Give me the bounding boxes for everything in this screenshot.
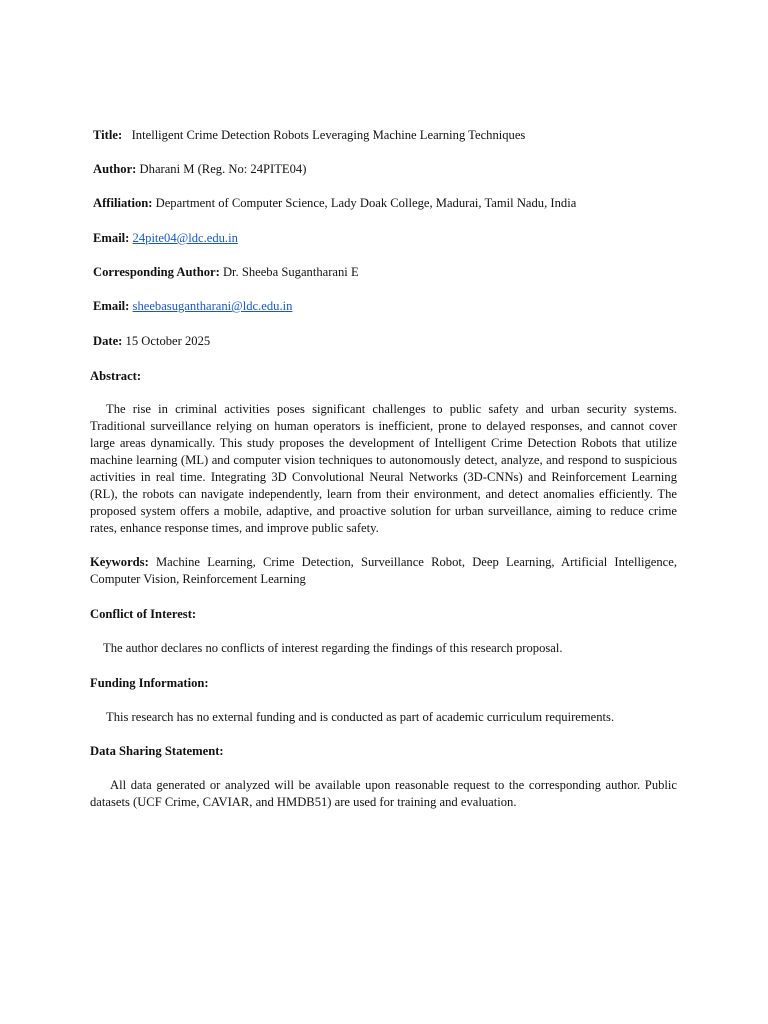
email-label: Email: bbox=[93, 231, 130, 245]
funding-heading: Funding Information: bbox=[90, 676, 209, 690]
corresponding-email-label: Email: bbox=[93, 299, 130, 313]
date-value: 15 October 2025 bbox=[125, 334, 211, 348]
data-sharing-text: All data generated or analyzed will be available upon reasonable request to the corresponding author. Public datasets (UCF Crime, CAVIAR, and HMDB51) are used for training and evaluation. bbox=[90, 778, 677, 809]
title-line bbox=[93, 127, 525, 143]
corresponding-author-line bbox=[93, 264, 359, 280]
title-label: Title: bbox=[93, 128, 123, 142]
author-line bbox=[93, 161, 306, 177]
author-label: Author: bbox=[93, 162, 137, 176]
keywords-paragraph bbox=[90, 554, 677, 588]
corresponding-email-link[interactable]: sheebasugantharani@ldc.edu.in bbox=[132, 299, 293, 313]
abstract-heading: Abstract: bbox=[90, 369, 142, 383]
author-name: Dharani M (Reg. No: 24PITE04) bbox=[139, 162, 307, 176]
conflict-text: The author declares no conflicts of interest regarding the findings of this research proposal. bbox=[103, 641, 563, 655]
affiliation-label: Affiliation: bbox=[93, 196, 153, 210]
conflict-heading: Conflict of Interest: bbox=[90, 607, 197, 621]
corresponding-email-line bbox=[93, 298, 292, 314]
data-sharing-heading: Data Sharing Statement: bbox=[90, 744, 224, 758]
corresponding-author-label: Corresponding Author: bbox=[93, 265, 220, 279]
keywords-label: Keywords: bbox=[90, 555, 149, 569]
paper-title: Intelligent Crime Detection Robots Leveraging Machine Learning Techniques bbox=[131, 128, 526, 142]
author-email-link[interactable]: 24pite04@ldc.edu.in bbox=[132, 231, 238, 245]
email-line bbox=[93, 230, 238, 246]
abstract-text: The rise in criminal activities poses significant challenges to public safety and urban security systems. Traditional surveillance relying on human operators is inefficient, prone to delayed responses, and cannot cover large areas dynamically. This study proposes the development of Intelligent Crime Detection Robots that utilize machine learning (ML) and computer vision techniques to autonomously detect, analyze, and respond to suspicious activities in real time. Integrating 3D Convolutional Neural Networks (3D-CNNs) and Reinforcement Learning (RL), the robots can navigate independently, learn from their environment, and detect anomalies efficiently. The proposed system offers a mobile, adaptive, and proactive solution for urban surveillance, aiming to reduce crime rates, enhance response times, and improve public safety. bbox=[90, 402, 677, 535]
funding-text: This research has no external funding and is conducted as part of academic curriculum requirements. bbox=[106, 710, 615, 724]
keywords-text: Machine Learning, Crime Detection, Surveillance Robot, Deep Learning, Artificial Intelligence, Computer Vision, Reinforcement Learning bbox=[90, 555, 677, 586]
corresponding-author-name: Dr. Sheeba Sugantharani E bbox=[222, 265, 359, 279]
date-label: Date: bbox=[93, 334, 123, 348]
affiliation-text: Department of Computer Science, Lady Doak College, Madurai, Tamil Nadu, India bbox=[155, 196, 577, 210]
affiliation-line bbox=[93, 195, 576, 211]
date-line bbox=[93, 333, 210, 349]
